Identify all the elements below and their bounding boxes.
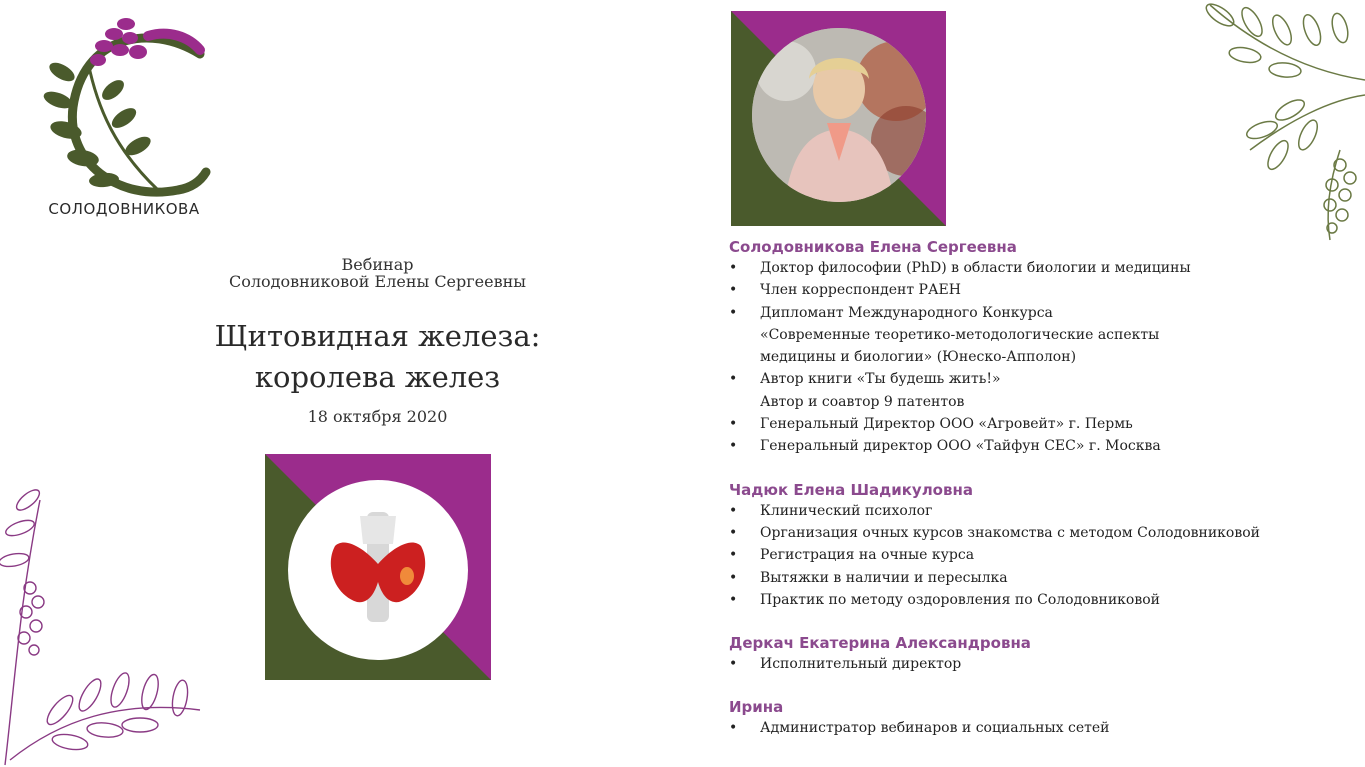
webinar-author: Солодовниковой Елены Сергеевны bbox=[229, 272, 526, 291]
team-info bbox=[729, 237, 1349, 762]
list-item: • Исполнительный директор bbox=[729, 656, 962, 673]
logo-text: СОЛОДОВНИКОВА bbox=[48, 200, 200, 218]
person-points bbox=[729, 653, 1349, 675]
foliage-decoration-bottom-left bbox=[0, 480, 205, 767]
list-item: • Организация очных курсов знакомства с методом Солодовниковой bbox=[729, 524, 1260, 541]
person-points bbox=[729, 717, 1349, 739]
person-name: Чадюк Елена Шадикуловна bbox=[729, 480, 973, 499]
list-item: • Генеральный директор ООО «Тайфун СЕС» г. Москва bbox=[729, 438, 1161, 455]
list-item: • Клинический психолог bbox=[729, 502, 933, 519]
person-name: Деркач Екатерина Александровна bbox=[729, 634, 1031, 653]
person-section bbox=[729, 480, 1349, 611]
list-item: • Вытяжки в наличии и пересылка bbox=[729, 569, 1008, 586]
person-section bbox=[729, 697, 1349, 739]
person-points bbox=[729, 500, 1349, 611]
list-item: • Регистрация на очные курса bbox=[729, 547, 975, 564]
event-date: 18 октября 2020 bbox=[307, 407, 448, 426]
list-item: • Автор книги «Ты будешь жить!» Автор и соавтор 9 патентов bbox=[729, 371, 1001, 410]
person-name: Ирина bbox=[729, 698, 784, 717]
person-section bbox=[729, 633, 1349, 675]
portrait-card bbox=[731, 11, 946, 226]
list-item: • Администратор вебинаров и социальных сетей bbox=[729, 720, 1110, 737]
webinar-label: Вебинар bbox=[341, 255, 414, 274]
list-item: • Генеральный Директор ООО «Агровейт» г. Пермь bbox=[729, 416, 1133, 433]
foliage-decoration-top-right bbox=[1190, 0, 1365, 245]
list-item: • Член корреспондент РАЕН bbox=[729, 282, 961, 299]
title-line-2: королева желез bbox=[254, 360, 501, 394]
list-item: • Дипломант Международного Конкурса «Современные теоретико-методологические аспекты медицины и биологии» (Юнеско-Апполон) bbox=[729, 304, 1160, 366]
thyroid-image-card bbox=[265, 454, 491, 680]
title-line-1: Щитовидная железа: bbox=[214, 319, 541, 353]
list-item: • Практик по методу оздоровления по Солодовниковой bbox=[729, 591, 1161, 608]
solodovnikova-logo bbox=[28, 12, 218, 227]
list-item: • Доктор философии (PhD) в области биологии и медицины bbox=[729, 260, 1191, 276]
person-section bbox=[729, 237, 1349, 458]
main-title bbox=[170, 316, 585, 398]
person-name: Солодовникова Елена Сергеевна bbox=[729, 238, 1017, 256]
person-points bbox=[729, 257, 1349, 458]
